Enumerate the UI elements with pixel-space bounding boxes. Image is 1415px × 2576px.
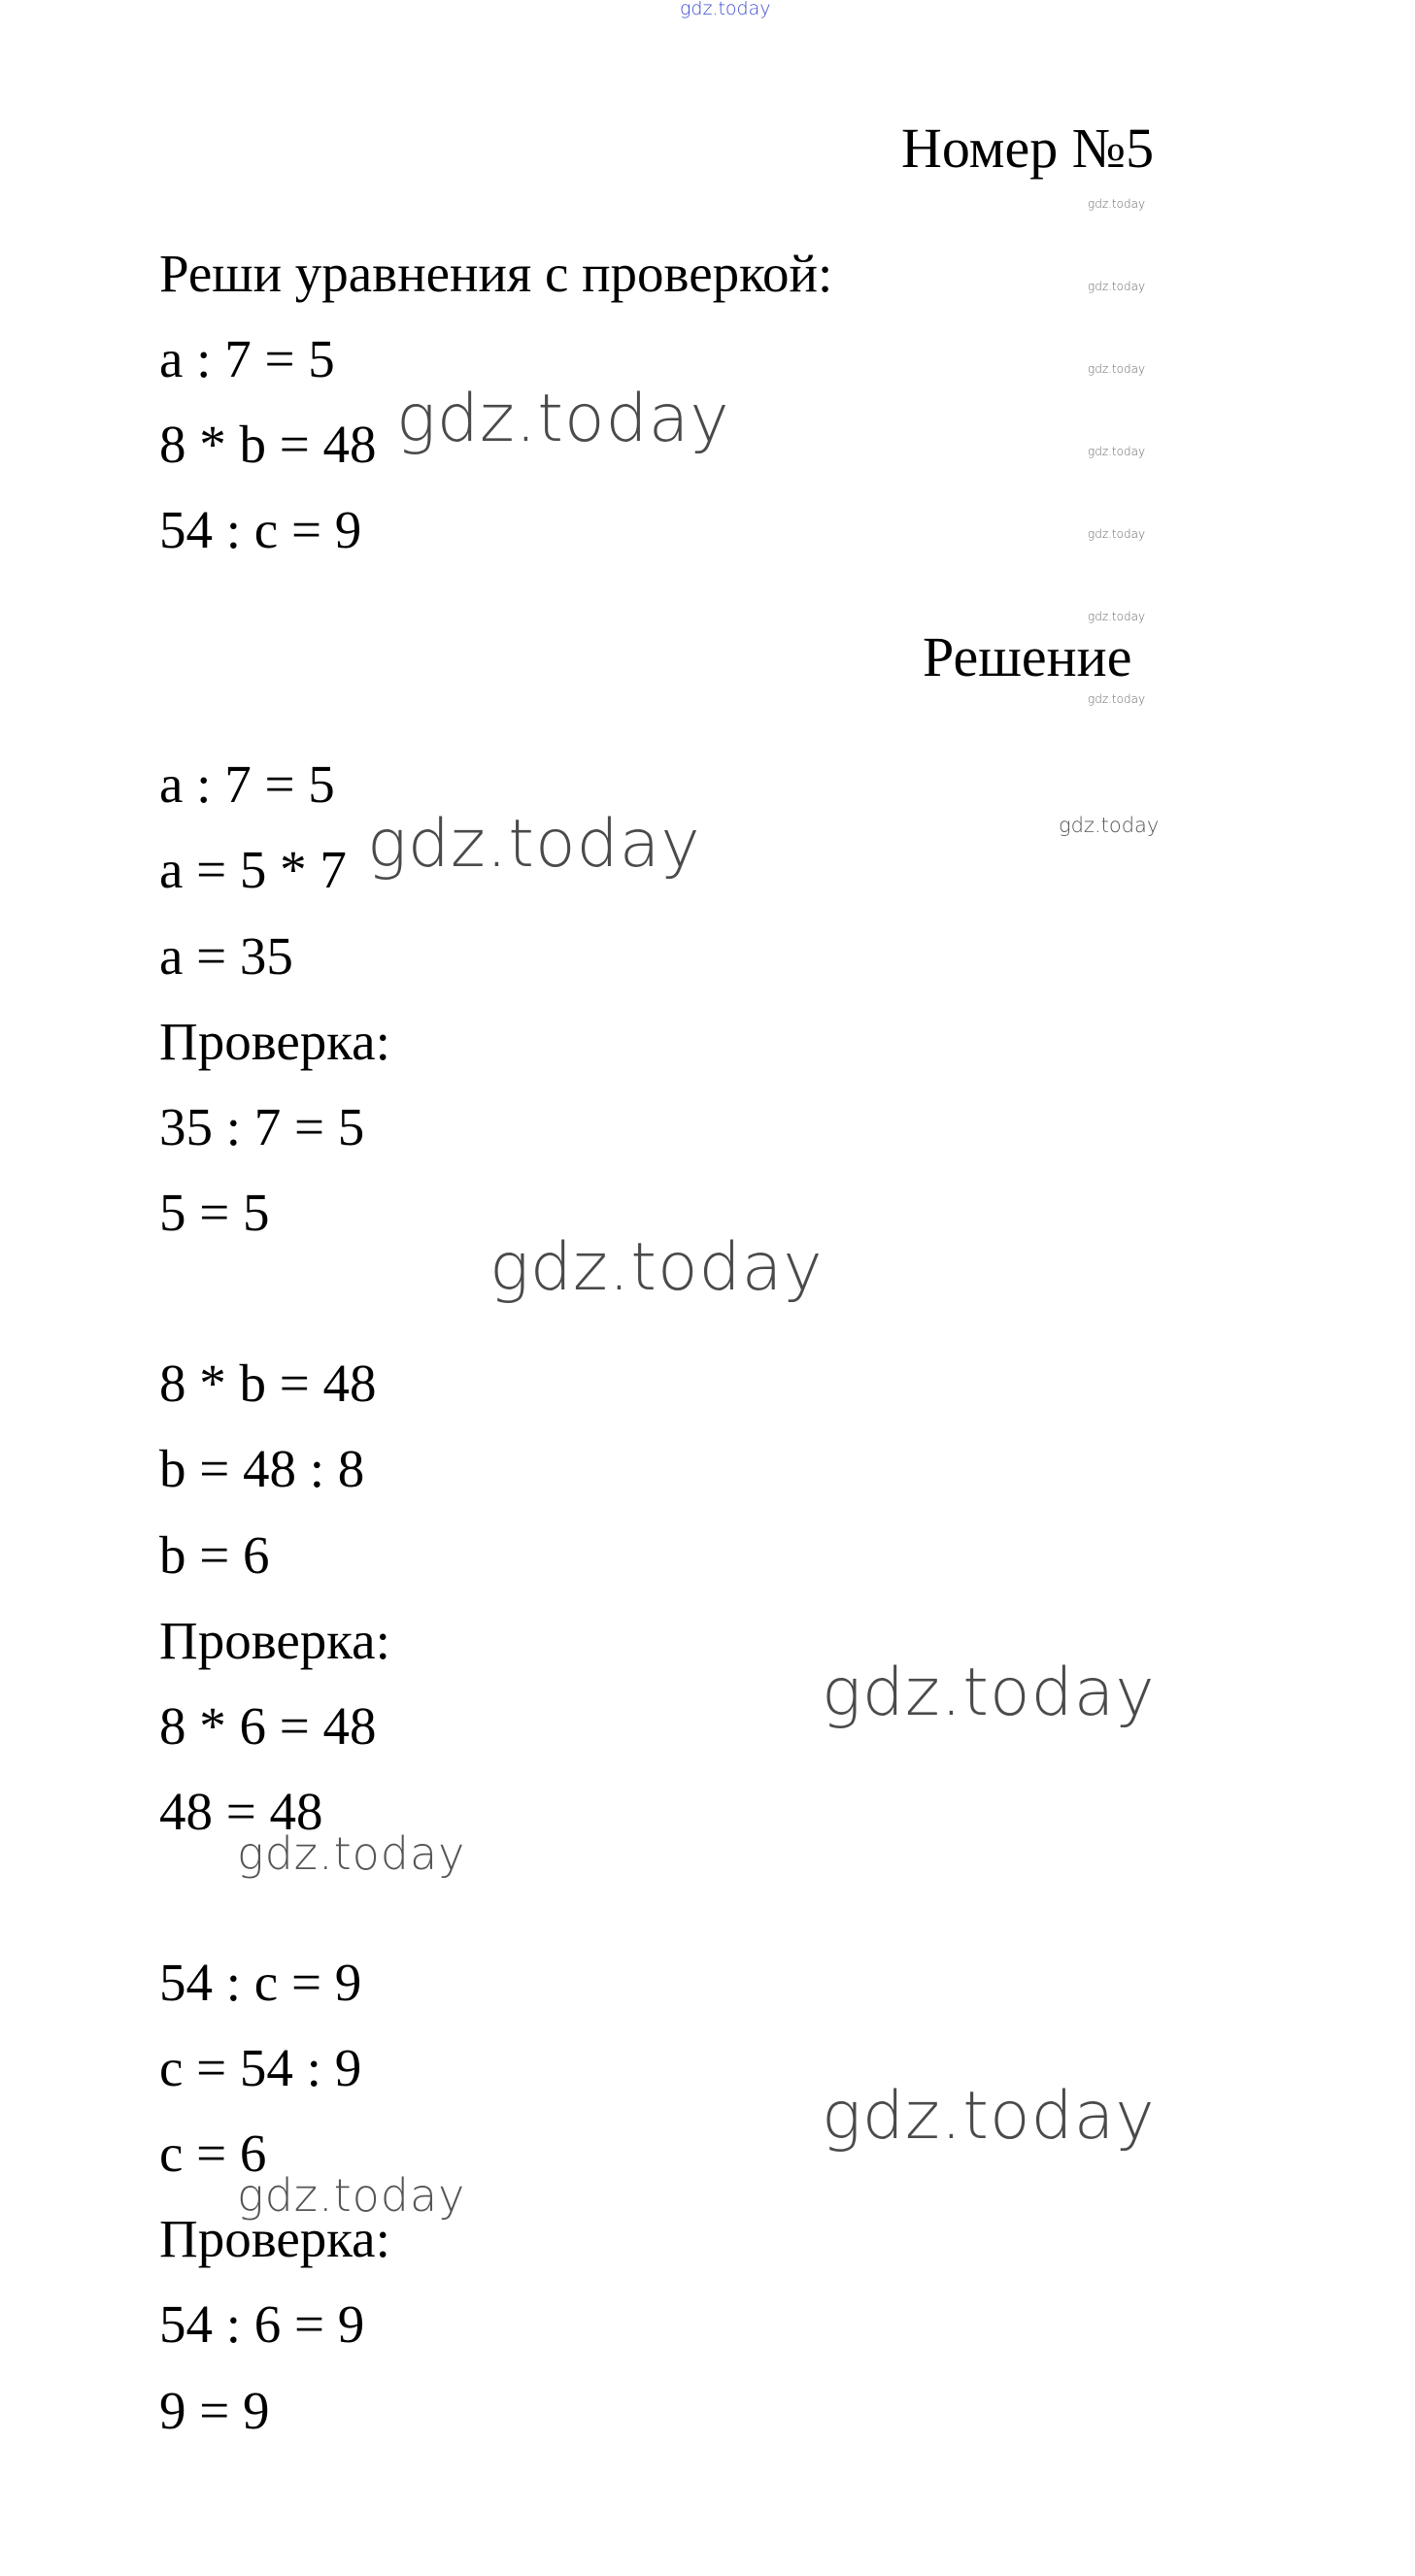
watermark: gdz.today bbox=[822, 1655, 1156, 1731]
solution-heading: Решение bbox=[923, 625, 1132, 688]
solution-2-check-2: 48 = 48 bbox=[159, 1782, 323, 1841]
task-prompt: Реши уравнения с проверкой: bbox=[159, 244, 833, 303]
solution-2-line-1: 8 * b = 48 bbox=[159, 1354, 377, 1413]
solution-1-line-1: a : 7 = 5 bbox=[159, 754, 335, 814]
solution-3-check-1: 54 : 6 = 9 bbox=[159, 2294, 365, 2354]
solution-2-check-1: 8 * 6 = 48 bbox=[159, 1696, 377, 1756]
task-equation-2: 8 * b = 48 bbox=[159, 415, 377, 474]
watermark: gdz.today bbox=[1088, 527, 1146, 541]
solution-3-line-3: c = 6 bbox=[159, 2124, 267, 2183]
watermark: gdz.today bbox=[237, 2169, 466, 2222]
watermark: gdz.today bbox=[1088, 610, 1146, 623]
solution-1-line-2: a = 5 * 7 bbox=[159, 840, 347, 899]
watermark: gdz.today bbox=[396, 381, 730, 457]
solution-2-line-2: b = 48 : 8 bbox=[159, 1439, 365, 1498]
watermark: gdz.today bbox=[1088, 445, 1146, 458]
solution-3-line-2: c = 54 : 9 bbox=[159, 2038, 362, 2097]
solution-3-line-1: 54 : c = 9 bbox=[159, 1953, 362, 2012]
solution-1-check-label: Проверка: bbox=[159, 1012, 390, 1071]
watermark: gdz.today bbox=[1088, 362, 1146, 376]
watermark: gdz.today bbox=[489, 1229, 824, 1306]
top-watermark: gdz.today bbox=[680, 0, 771, 19]
solution-1-check-2: 5 = 5 bbox=[159, 1183, 270, 1242]
watermark: gdz.today bbox=[822, 2078, 1156, 2155]
watermark: gdz.today bbox=[1088, 692, 1146, 706]
solution-1-line-3: a = 35 bbox=[159, 926, 293, 986]
solution-2-check-label: Проверка: bbox=[159, 1611, 390, 1670]
solution-3-check-label: Проверка: bbox=[159, 2209, 390, 2268]
task-equation-1: a : 7 = 5 bbox=[159, 329, 335, 388]
watermark: gdz.today bbox=[1088, 197, 1146, 211]
page-title: Номер №5 bbox=[901, 117, 1155, 180]
task-equation-3: 54 : c = 9 bbox=[159, 500, 362, 559]
solution-2-line-3: b = 6 bbox=[159, 1525, 270, 1585]
solution-1-check-1: 35 : 7 = 5 bbox=[159, 1097, 365, 1156]
solution-3-check-2: 9 = 9 bbox=[159, 2381, 270, 2440]
watermark: gdz.today bbox=[1059, 814, 1160, 837]
watermark: gdz.today bbox=[237, 1827, 466, 1880]
watermark: gdz.today bbox=[367, 806, 701, 883]
watermark: gdz.today bbox=[1088, 280, 1146, 293]
